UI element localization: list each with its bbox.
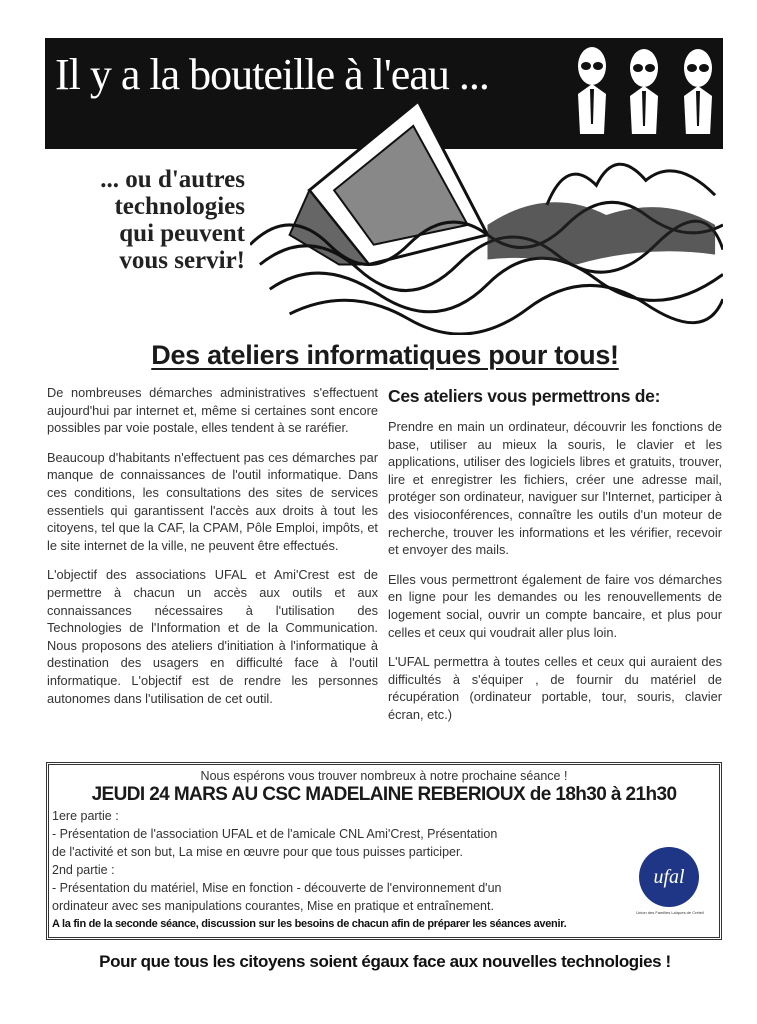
paragraph: Prendre en main un ordinateur, découvrir les fonctions de base, utiliser au mieux la souris, le clavier et les applications, utiliser des logiciels libres et gratuits, trouver, lire et enregistrer les fichiers, créer une adresse mail, protéger son ordinateur, naviguer sur l'Internet, participer à des visioconférences, connaître les outils d'un moteur de recherche, trouver les informations et les vérifier, recevoir et envoyer des mails.	[388, 419, 722, 558]
subtitle-line: vous servir!	[119, 247, 245, 274]
paragraph: De nombreuses démarches administratives s'effectuent aujourd'hui par internet et, même si certaines sont encore possibles par voie postale, elles tendent à se raréfier.	[47, 385, 378, 436]
closing-note: A la fin de la seconde séance, discussion sur les besoins de chacun afin de préparer les séances avenir.	[52, 918, 567, 930]
left-column	[47, 384, 378, 719]
program-line: - Présentation de l'association UFAL et de l'amicale CNL Ami'Crest, Présentation	[52, 827, 498, 841]
paragraph: Elles vous permettront également de faire vos démarches en ligne pour les demandes ou les renouvellements de logement social, ouvrir un compte bancaire, et plus pour celles et ceux qui voudrait aller plus loin.	[388, 571, 722, 640]
dark-water	[487, 202, 715, 264]
right-column	[388, 384, 722, 736]
main-headline: Des ateliers informatiques pour tous!	[151, 340, 619, 370]
paragraph: Beaucoup d'habitants n'effectuent pas ces démarches par manque de connaissances de l'outil informatique. Dans ces conditions, les consultations des sites de services essentiels qui garantissent l'accès aux droits à tout les citoyens, tel que la CAF, la CPAM, Pôle Emploi, impôts, et le site internet de la ville, ne peuvent être effectués.	[47, 449, 378, 553]
subtitle-line: qui peuvent	[119, 220, 245, 247]
paragraph: L'UFAL permettra à toutes celles et ceux qui auraient des difficultés à s'équiper , de fournir du matériel de récupération (ordinateur portable, tour, souris, clavier écran, etc.)	[388, 654, 722, 722]
subtitle	[40, 166, 245, 274]
subtitle-line: ... ou d'autres	[100, 166, 245, 193]
program-line: 2nd partie :	[52, 863, 115, 877]
page-title: Il y a la bouteille à l'eau ...	[55, 50, 489, 99]
man-figure	[578, 47, 606, 134]
man-figure	[630, 49, 658, 134]
section-heading: Ces ateliers vous permettrons de:	[388, 386, 661, 406]
tv-icon	[290, 101, 488, 264]
slogan-text: Pour que tous les citoyens soient égaux face aux nouvelles technologies !	[99, 952, 671, 971]
event-date: JEUDI 24 MARS AU CSC MADELAINE REBERIOUX de 18h30 à 21h30	[91, 784, 677, 805]
program-line: de l'activité et son but, La mise en œuvre pour que tous puisses participer.	[52, 845, 463, 859]
slogan	[47, 952, 723, 972]
man-figure	[684, 49, 712, 134]
ufal-logo: ufal	[639, 847, 699, 907]
paragraph: L'objectif des associations UFAL et Ami'Crest est de permettre à chacun un accès aux outils et aux connaissances nécessaires à l'utilisation des Technologies de l'Information et de la Communication. Nous proposons des ateliers d'initiation à l'informatique à destination des usagers en difficulté face à l'outil informatique. L'objectif est de rendre les personnes autonomes dans l'utilisation de cet outil.	[47, 567, 378, 706]
program-line: 1ere partie :	[52, 809, 119, 823]
event-intro: Nous espérons vous trouver nombreux à notre prochaine séance !	[200, 769, 568, 783]
subtitle-line: technologies	[114, 193, 245, 220]
logo-caption: Union des Familles Laïques de Créteil	[636, 910, 704, 915]
program-line: ordinateur avec ses manipulations courantes, Mise en pratique et entraînement.	[52, 899, 494, 913]
three-men-illustration	[570, 44, 720, 134]
program-line: - Présentation du matériel, Mise en fonction - découverte de l'environnement d'un	[52, 881, 502, 895]
event-box	[46, 762, 722, 940]
